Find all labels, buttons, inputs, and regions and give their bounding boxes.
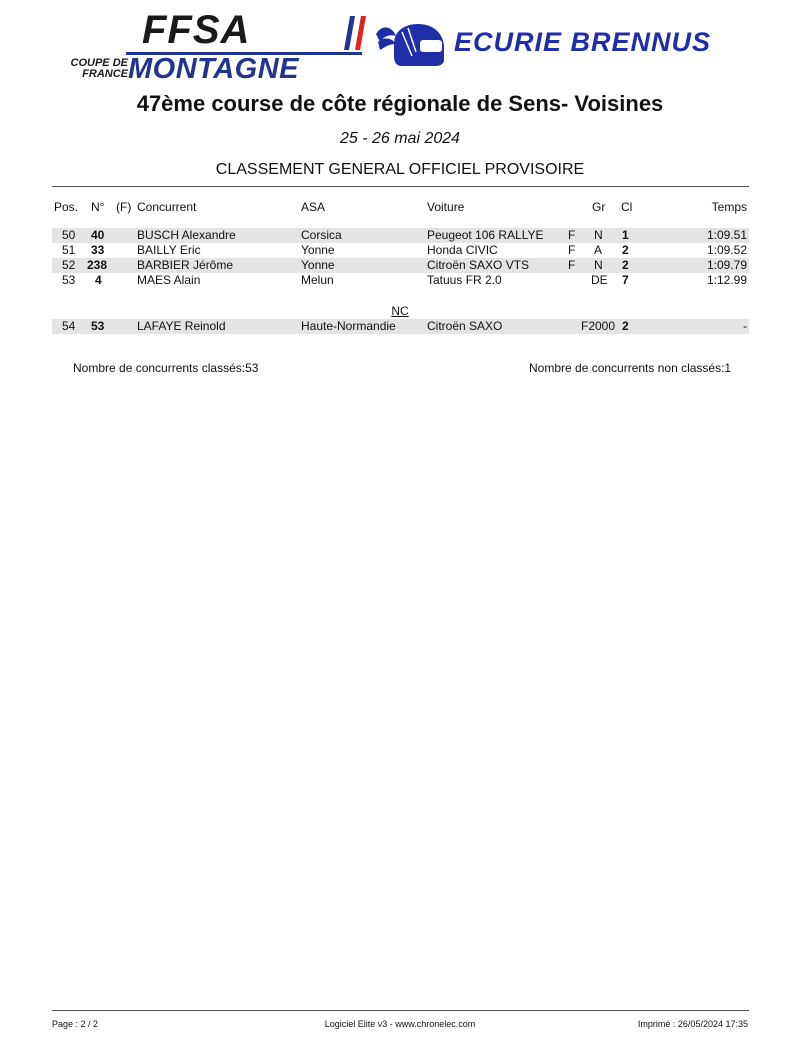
header-class: Cl bbox=[621, 200, 633, 214]
gaul-helmet-icon bbox=[372, 20, 450, 68]
footer-page-number: Page : 2 / 2 bbox=[52, 1019, 99, 1029]
row-driver: BUSCH Alexandre bbox=[137, 228, 236, 242]
event-dates: 25 - 26 mai 2024 bbox=[339, 130, 461, 147]
row-time: 1:09.51 bbox=[706, 228, 747, 242]
row-asa: Corsica bbox=[301, 228, 342, 242]
row-time: 1:09.52 bbox=[706, 243, 747, 257]
row-asa: Yonne bbox=[301, 243, 335, 257]
row-group: F2000 bbox=[581, 319, 616, 333]
row-pos: 53 bbox=[62, 273, 76, 287]
row-pos: 50 bbox=[62, 228, 76, 242]
row-driver: BARBIER Jérôme bbox=[137, 258, 234, 272]
row-driver: BAILLY Eric bbox=[137, 243, 201, 257]
row-class: 2 bbox=[622, 243, 629, 257]
row-number: 238 bbox=[87, 258, 108, 272]
footer-printed-date: Imprimé : 26/05/2024 17:35 bbox=[637, 1019, 748, 1029]
row-driver: MAES Alain bbox=[137, 273, 201, 287]
header-number: N° bbox=[91, 200, 105, 214]
tricolor-stripes-icon bbox=[344, 16, 366, 50]
row-pos: 51 bbox=[62, 243, 76, 257]
row-driver: LAFAYE Reinold bbox=[137, 319, 226, 333]
ffsa-wordmark: FFSA bbox=[142, 8, 251, 52]
row-time: 1:12.99 bbox=[706, 273, 747, 287]
row-asa: Haute-Normandie bbox=[301, 319, 396, 333]
row-car: Citroën SAXO VTS bbox=[427, 258, 530, 272]
footer-divider bbox=[52, 1010, 749, 1011]
header-group: Gr bbox=[592, 200, 606, 214]
row-female: F bbox=[568, 258, 576, 272]
row-car: Tatuus FR 2.0 bbox=[427, 273, 502, 287]
non-classified-label: NC bbox=[391, 304, 409, 318]
row-group: A bbox=[594, 243, 603, 257]
row-group: DE bbox=[591, 273, 608, 287]
row-female: F bbox=[568, 243, 576, 257]
row-number: 4 bbox=[95, 273, 102, 287]
header-time: Temps bbox=[711, 200, 747, 214]
ecurie-brennus-logo bbox=[372, 20, 748, 68]
classified-count: Nombre de concurrents classés:53 bbox=[73, 361, 259, 375]
footer-software: Logiciel Elite v3 - www.chronelec.com bbox=[324, 1019, 476, 1029]
row-number: 33 bbox=[91, 243, 105, 257]
row-car: Honda CIVIC bbox=[427, 243, 498, 257]
ffsa-logo bbox=[52, 8, 364, 84]
event-title: 47ème course de côte régionale de Sens- Voisines bbox=[136, 91, 664, 116]
unclassified-count: Nombre de concurrents non classés:1 bbox=[529, 361, 732, 375]
row-pos: 54 bbox=[62, 319, 76, 333]
header-divider bbox=[52, 186, 749, 187]
row-group: N bbox=[594, 258, 603, 272]
row-pos: 52 bbox=[62, 258, 76, 272]
row-class: 7 bbox=[622, 273, 629, 287]
row-time: 1:09.79 bbox=[706, 258, 747, 272]
row-car: Peugeot 106 RALLYE bbox=[427, 228, 544, 242]
header-female: (F) bbox=[116, 200, 132, 214]
row-car: Citroën SAXO bbox=[427, 319, 503, 333]
row-class: 2 bbox=[622, 258, 629, 272]
montagne-text: MONTAGNE bbox=[128, 53, 300, 85]
header-pos: Pos. bbox=[54, 200, 79, 214]
row-asa: Yonne bbox=[301, 258, 335, 272]
ecurie-brennus-text: ECURIE BRENNUS bbox=[454, 27, 712, 57]
header-driver: Concurrent bbox=[137, 200, 197, 214]
ranking-title: CLASSEMENT GENERAL OFFICIEL PROVISOIRE bbox=[215, 161, 585, 178]
row-number: 53 bbox=[91, 319, 105, 333]
row-group: N bbox=[594, 228, 603, 242]
header-car: Voiture bbox=[427, 200, 465, 214]
row-time: - bbox=[743, 319, 747, 333]
row-female: F bbox=[568, 228, 576, 242]
row-class: 1 bbox=[622, 228, 629, 242]
row-number: 40 bbox=[91, 228, 105, 242]
row-asa: Melun bbox=[301, 273, 334, 287]
header-asa: ASA bbox=[301, 200, 326, 214]
coupe-de-france-text: COUPE DE FRANCE bbox=[70, 57, 128, 80]
row-class: 2 bbox=[622, 319, 629, 333]
